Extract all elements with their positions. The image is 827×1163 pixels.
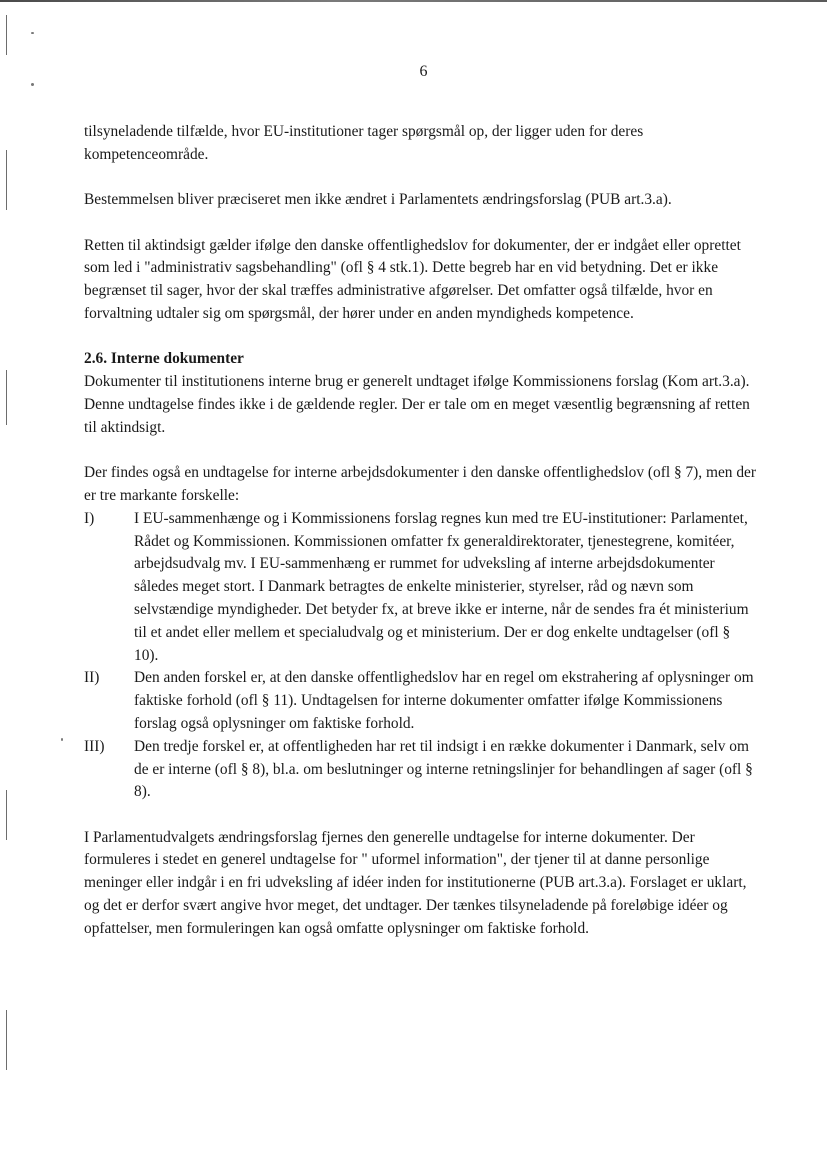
scan-speck: [31, 32, 34, 34]
paragraph: tilsyneladende tilfælde, hvor EU-institutioner tager spørgsmål op, der ligger uden for deres kompetenceområde.: [84, 123, 644, 163]
scan-speck: [61, 738, 63, 741]
scan-speck: [31, 83, 34, 86]
scan-left-edge-mark: [6, 15, 7, 55]
differences-list: [84, 508, 756, 804]
list-item-text: Den anden forskel er, at den danske offentlighedslov har en regel om ekstrahering af oplysninger om faktiske forhold (ofl § 11). Undtagelsen for interne dokumenter omfatter ifølge Kommissionens forslag også oplysninger om faktiske forhold.: [134, 669, 754, 732]
scan-left-edge-mark: [6, 370, 7, 425]
list-item: [84, 736, 756, 804]
list-item-text: I EU-sammenhænge og i Kommissionens forslag regnes kun med tre EU-institutioner: Parlamentet, Rådet og Kommissionen. Kommissionen omfatter fx generaldirektorater, tjenestegrene, komitéer, arbejdsudvalg mv. I EU-sammenhæng er rummet for udveksling af interne arbejdsdokumenter således meget stort. I Danmark betragtes de enkelte ministerier, styrelser, råd og nævn som selvstændige myndigheder. Det betyder fx, at breve ikke er interne, når de sendes fra ét ministerium til et andet eller mellem et specialudvalg og et ministerium. Der er dog enkelte undtagelser (ofl § 10).: [134, 509, 749, 664]
scan-left-edge-mark: [6, 150, 7, 210]
list-item: [84, 508, 756, 668]
paragraph: Bestemmelsen bliver præciseret men ikke ændret i Parlamentets ændringsforslag (PUB art.3.a).: [84, 191, 672, 209]
body-text: [84, 121, 756, 963]
scan-left-edge-mark: [6, 790, 7, 840]
list-marker: II): [84, 669, 100, 687]
section-heading: 2.6. Interne dokumenter: [84, 350, 244, 368]
section-interne-dokumenter: [84, 348, 756, 940]
scan-top-edge: [0, 0, 827, 2]
page-number: 6: [419, 63, 428, 80]
list-marker: III): [84, 737, 105, 755]
paragraph: Dokumenter til institutionens interne brug er generelt undtaget ifølge Kommissionens forslag (Kom art.3.a). Denne undtagelse findes ikke i de gældende regler. Der er tale om en meget væsentlig begrænsning af retten til aktindsigt.: [84, 373, 750, 436]
paragraph: I Parlamentudvalgets ændringsforslag fjernes den generelle undtagelse for interne dokumenter. Der formuleres i stedet en generel undtagelse for " uformel information", der tjener til at danne personlige meninger eller indgår i en fri udveksling af idéer inden for institutionerne (PUB art.3.a). Forslaget er uklart, og det er derfor svært angive hvor meget, det undtager. Der tænkes tilsyneladende på foreløbige idéer og opfattelser, men formuleringen kan også omfatte oplysninger om faktiske forhold.: [84, 828, 747, 937]
list-item-text: Den tredje forskel er, at offentligheden har ret til indsigt i en række dokumenter i Danmark, selv om de er interne (ofl § 8), bl.a. om beslutninger og interne retningslinjer for behandlingen af sager (ofl § 8).: [134, 737, 753, 801]
list-marker: I): [84, 509, 95, 527]
paragraph: Retten til aktindsigt gælder ifølge den danske offentlighedslov for dokumenter, der er indgået eller oprettet som led i "administrativ sagsbehandling" (ofl § 4 stk.1). Dette begreb har en vid betydning. Det er ikke begrænset til sager, hvor der skal træffes administrative afgørelser. Det omfatter også tilfælde, hvor en forvaltning udtaler sig om spørgsmål, der hører under en anden myndigheds kompetence.: [84, 236, 741, 322]
paragraph: Der findes også en undtagelse for interne arbejdsdokumenter i den danske offentlighedslov (ofl § 7), men der er tre markante forskelle:: [84, 464, 756, 504]
scan-left-edge-mark: [6, 1010, 7, 1070]
list-item: [84, 667, 756, 735]
